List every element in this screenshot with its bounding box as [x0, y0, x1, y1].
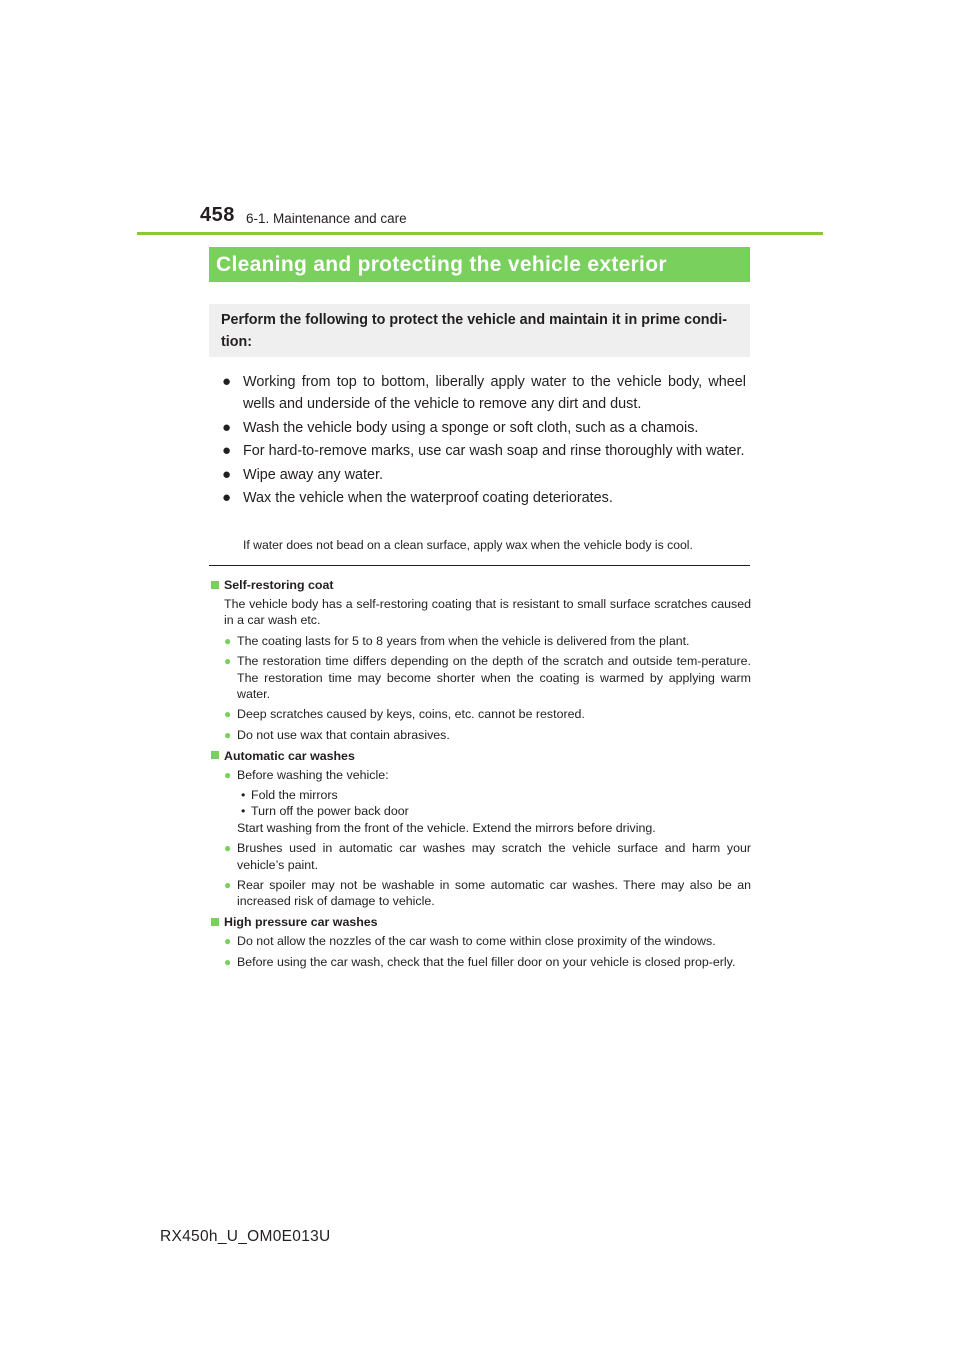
- manual-code: RX450h_U_OM0E013U: [160, 1228, 331, 1245]
- list-item: ● Working from top to bottom, liberally apply water to the vehicle body, wheel wells and underside of the vehicle to remove any dirt and dust.: [222, 373, 746, 412]
- dot-icon: •: [241, 788, 246, 803]
- square-bullet-icon: [211, 751, 219, 759]
- bullet-icon: ●: [224, 768, 232, 783]
- section-heading-self-restoring: Self-restoring coat: [210, 577, 751, 593]
- section-title: 6-1. Maintenance and care: [246, 211, 407, 226]
- page-title: Cleaning and protecting the vehicle exterior: [209, 247, 750, 282]
- intro-text: Perform the following to protect the vehicle and maintain it in prime condi-tion:: [221, 312, 727, 350]
- sub-bullet-item: • Turn off the power back door: [241, 804, 409, 819]
- list-item: ● Do not use wax that contain abrasives.: [224, 728, 450, 743]
- list-item: ● Deep scratches caused by keys, coins, etc. cannot be restored.: [224, 707, 585, 722]
- self-restoring-text: The vehicle body has a self-restoring coating that is resistant to small surface scratches caused in a car wash etc.: [224, 597, 751, 628]
- list-item: ● Wax the vehicle when the waterproof coating deteriorates.: [222, 487, 746, 509]
- bullet-icon: ●: [224, 728, 232, 743]
- square-bullet-icon: [211, 581, 219, 589]
- section-heading-high-pressure: High pressure car washes: [210, 914, 751, 930]
- list-item: ● Do not allow the nozzles of the car wash to come within close proximity of the windows.: [224, 934, 716, 949]
- list-item: ● Before washing the vehicle: • Fold the mirrors • Turn off the power back door Start washing from the front of the vehicle. Extend the mirrors before driving.: [224, 767, 751, 836]
- divider: [209, 565, 750, 566]
- bullet-icon: ●: [224, 654, 232, 669]
- wax-note: If water does not bead on a clean surface, apply wax when the vehicle body is cool.: [243, 538, 693, 552]
- bullet-icon: ●: [224, 934, 232, 949]
- bullet-icon: ●: [224, 841, 232, 856]
- details-section: [210, 574, 751, 975]
- start-washing-text: Start washing from the front of the vehicle. Extend the mirrors before driving.: [237, 820, 656, 835]
- bullet-icon: ●: [222, 489, 232, 506]
- section-heading-automatic: Automatic car washes: [210, 748, 751, 764]
- bullet-icon: ●: [222, 418, 232, 436]
- sub-bullet-item: • Fold the mirrors: [241, 788, 338, 803]
- bullet-icon: ●: [224, 707, 232, 722]
- dot-icon: •: [241, 804, 246, 819]
- list-item: ● Wipe away any water.: [222, 464, 746, 486]
- bullet-icon: ●: [224, 633, 232, 648]
- intro-box: [209, 304, 750, 357]
- square-bullet-icon: [211, 918, 219, 926]
- bullet-icon: ●: [224, 878, 232, 893]
- bullet-icon: ●: [222, 442, 232, 459]
- list-item: ● The restoration time differs depending on the depth of the scratch and outside tem-perature. The restoration time may become shorter when the coating is warmed by applying warm water.: [224, 654, 751, 701]
- bullet-icon: ●: [222, 373, 232, 390]
- bullet-icon: ●: [222, 465, 232, 483]
- list-item: ● The coating lasts for 5 to 8 years from when the vehicle is delivered from the plant.: [224, 633, 690, 648]
- cleaning-steps: [222, 371, 746, 511]
- list-item: ● Wash the vehicle body using a sponge or soft cloth, such as a chamois.: [222, 417, 746, 439]
- list-item: ● For hard-to-remove marks, use car wash soap and rinse thoroughly with water.: [222, 440, 746, 462]
- list-item: ● Brushes used in automatic car washes may scratch the vehicle surface and harm your vehicle’s paint.: [224, 841, 751, 872]
- bullet-icon: ●: [224, 955, 232, 970]
- list-item: ● Rear spoiler may not be washable in some automatic car washes. There may also be an increased risk of damage to vehicle.: [224, 878, 751, 909]
- list-item: ● Before using the car wash, check that the fuel filler door on your vehicle is closed prop-erly.: [224, 955, 736, 970]
- page-number: 458: [200, 204, 235, 226]
- page-header: [200, 204, 800, 234]
- header-rule: [137, 232, 823, 235]
